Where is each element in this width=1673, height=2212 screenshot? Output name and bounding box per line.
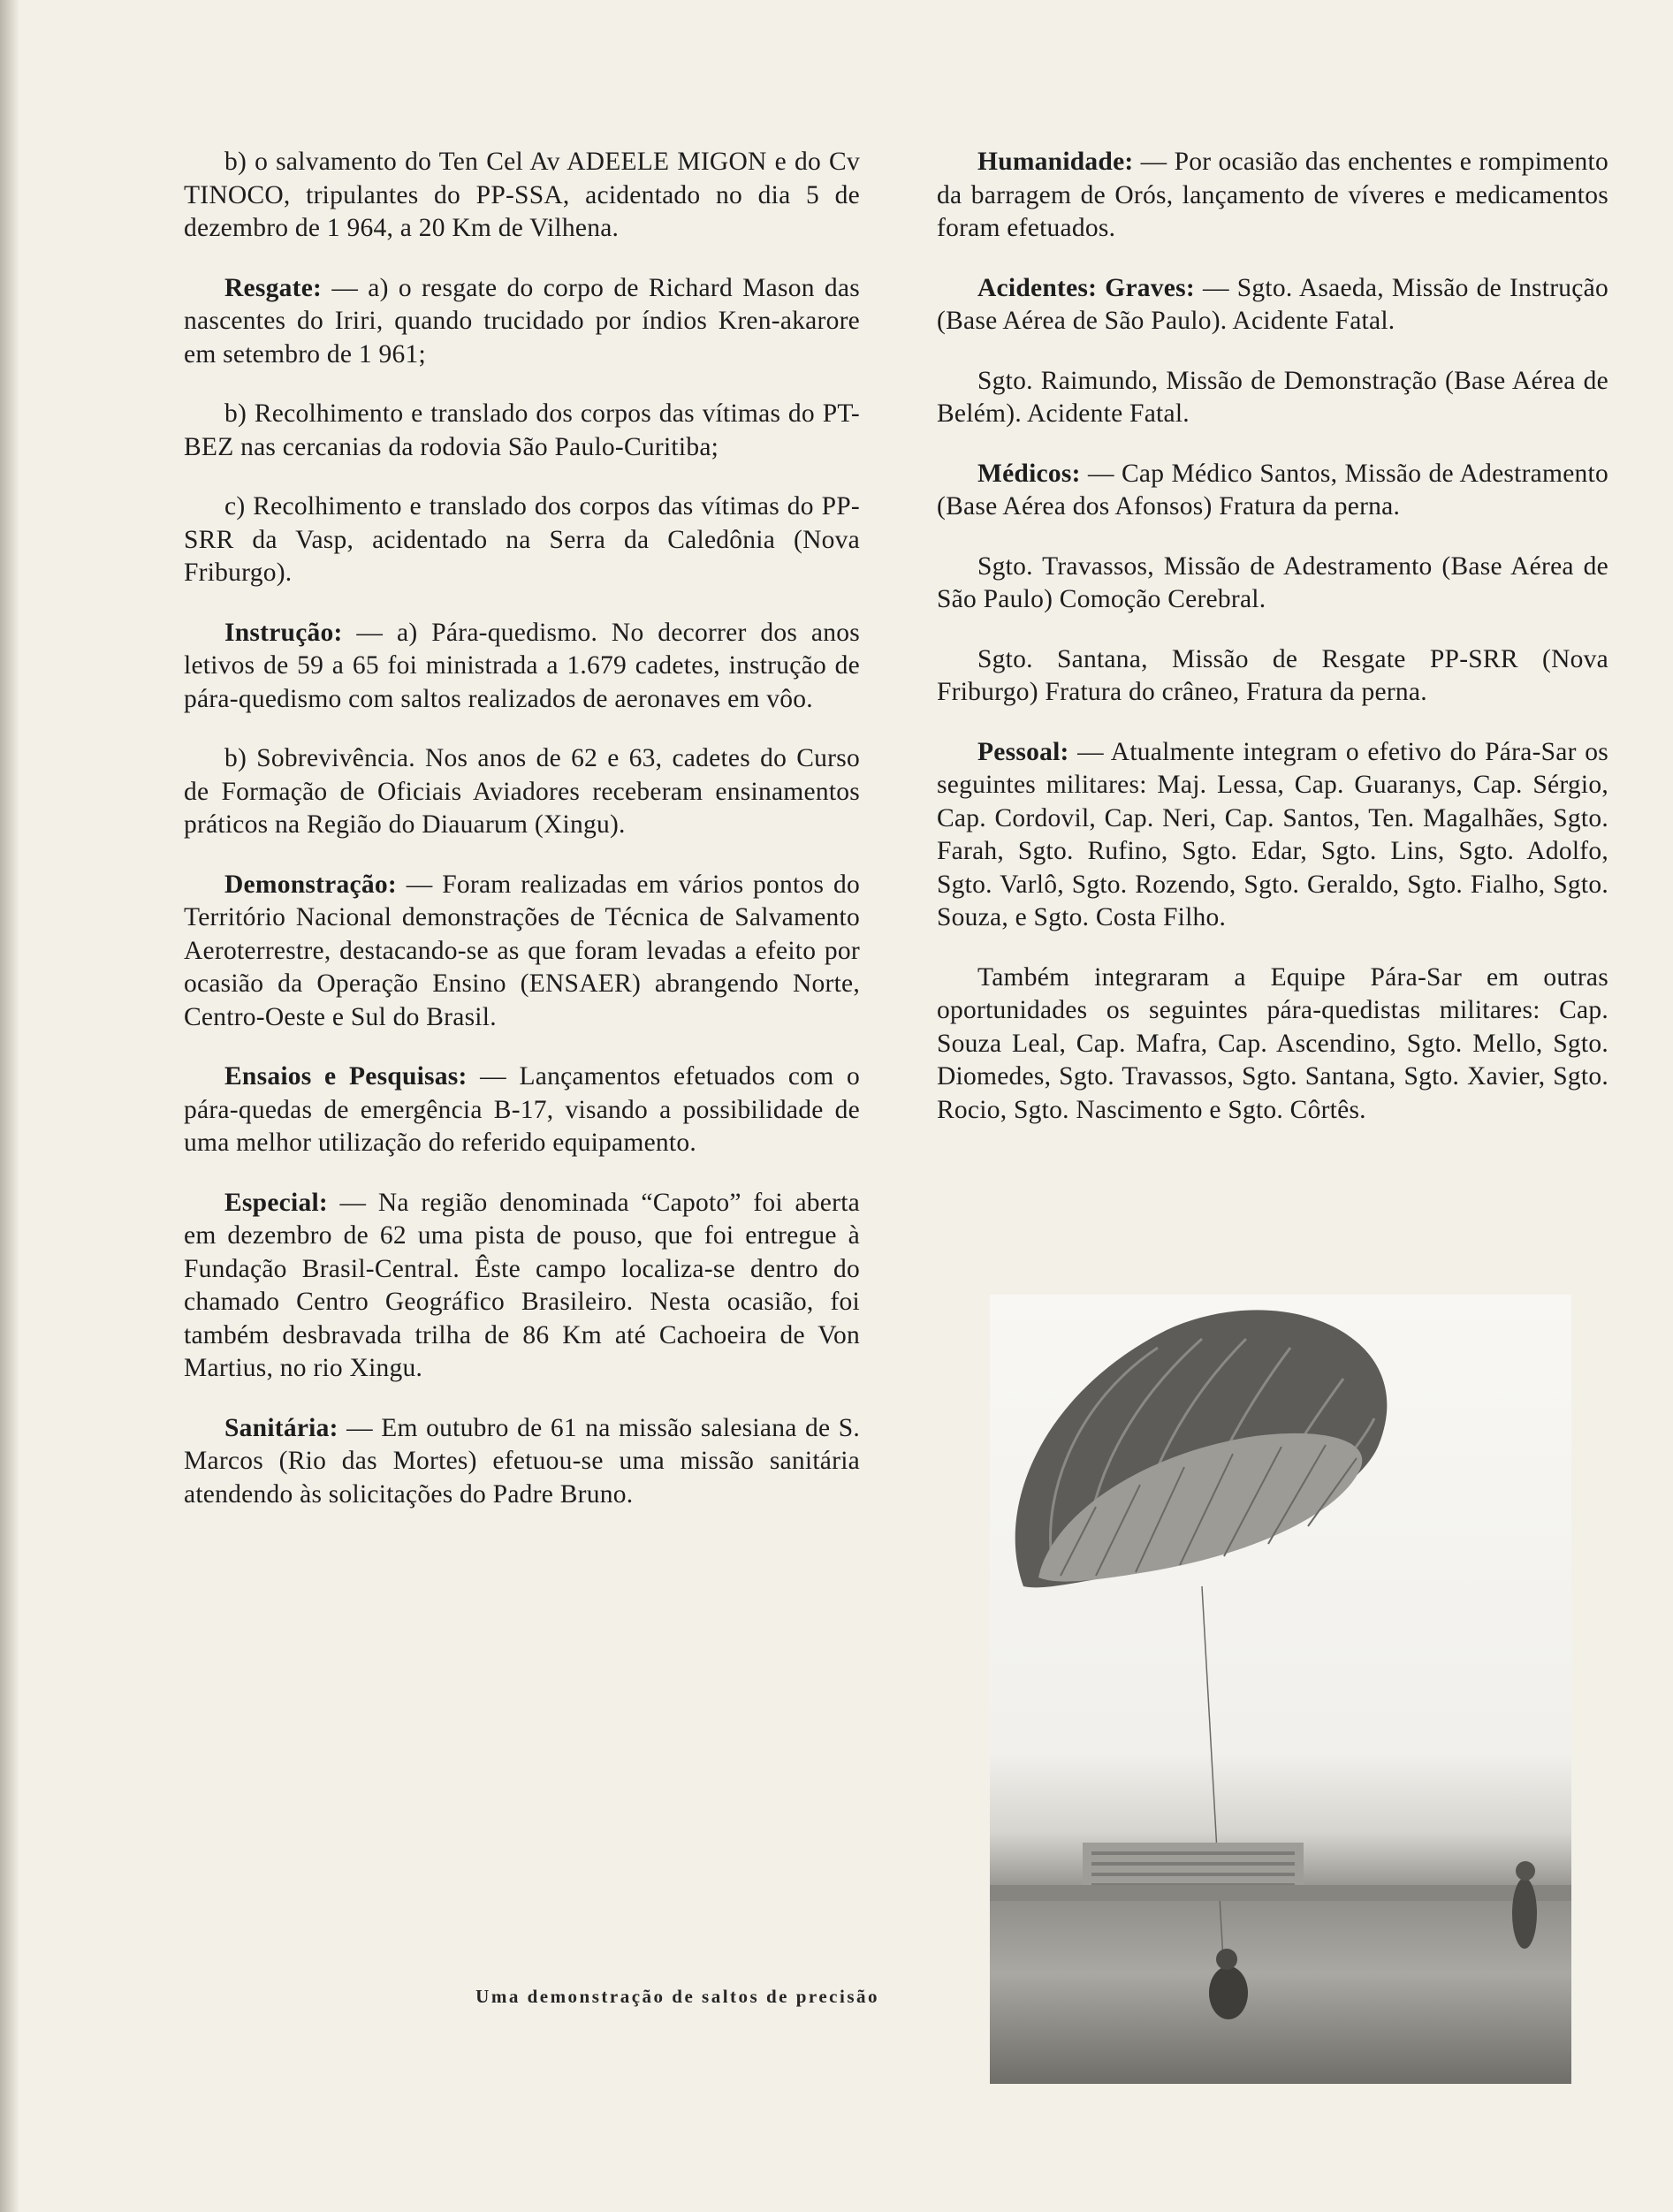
book-binding-edge bbox=[0, 0, 19, 2212]
label-demonstracao: Demonstração: bbox=[224, 870, 397, 899]
paragraph-recolhimento-pt-bez: b) Recolhimento e translado dos corpos das vítimas do PT-BEZ nas cercanias da rodovia São Paulo-Curitiba; bbox=[184, 399, 860, 461]
text-resgate: — a) o resgate do corpo de Richard Mason das nascentes do Iriri, quando trucidado por índios Kren-akarore em setembro de 1 961; bbox=[184, 273, 860, 369]
parachute-photo bbox=[990, 1295, 1571, 2084]
paragraph-sanitaria bbox=[184, 1412, 860, 1512]
paragraph-travassos: Sgto. Travassos, Missão de Adestramento (Base Aérea de São Paulo) Comoção Cerebral. bbox=[937, 551, 1608, 613]
label-resgate: Resgate: bbox=[224, 273, 323, 302]
text-sanitaria: — Em outubro de 61 na missão salesiana de S. Marcos (Rio das Mortes) efetuou-se uma missão sanitária atendendo às solicitações do Padre Bruno. bbox=[184, 1413, 860, 1509]
landing-jumper bbox=[1209, 1966, 1248, 2019]
paragraph-acidentes bbox=[937, 272, 1608, 338]
label-sanitaria: Sanitária: bbox=[224, 1413, 338, 1442]
distant-tree-line bbox=[990, 1885, 1571, 1901]
paragraph-resgate bbox=[184, 272, 860, 372]
paragraph-salvamento: b) o salvamento do Ten Cel Av ADEELE MIGON e do Cv TINOCO, tripulantes do PP-SSA, acidentado no dia 5 de dezembro de 1 964, a 20 Km de Vilhena. bbox=[184, 148, 860, 242]
standing-person bbox=[1512, 1878, 1537, 1949]
label-humanidade: Humanidade: bbox=[977, 148, 1134, 176]
text-ensaios: — Lançamentos efetuados com o pára-quedas de emergência B-17, visando a possibilidade de uma melhor utilização do referido equipamento. bbox=[184, 1062, 860, 1157]
label-ensaios: Ensaios e Pesquisas: bbox=[224, 1062, 468, 1091]
paragraph-tambem-integraram: Também integraram a Equipe Pára-Sar em outras oportunidades os seguintes pára-quedistas militares: Cap. Souza Leal, Cap. Mafra, Cap. Ascendino, Sgto. Mello, Sgto. Diomedes, Sgto. Travassos, Sgto. Santana, Sgto. Xavier, Sgto. Rocio, Sgto. Nascimento e Sgto. Côrtês. bbox=[937, 962, 1608, 1124]
text-pessoal: — Atualmente integram o efetivo do Pára-Sar os seguintes militares: Maj. Lessa, Cap. Guaranys, Cap. Sérgio, Cap. Cordovil, Cap. Neri, Cap. Santos, Ten. Magalhães, Sgto. Farah, Sgto. Rufino, Sgto. Edar, Sgto. Lins, Sgto. Adolfo, Sgto. Varlô, Sgto. Rozendo, Sgto. Geraldo, Sgto. Fialho, Sgto. Souza, e Sgto. Costa Filho. bbox=[937, 737, 1608, 931]
photo-caption: Uma demonstração de saltos de precisão bbox=[475, 1986, 879, 2007]
paragraph-instrucao bbox=[184, 617, 860, 717]
text-especial: — Na região denominada “Capoto” foi aberta em dezembro de 62 uma pista de pouso, que foi entregue à Fundação Brasil-Central. Êste campo localiza-se dentro do chamado Centro Geográfico Brasileiro. Nesta ocasião, foi também desbravada trilha de 86 Km até Cachoeira de Von Martius, no rio Xingu. bbox=[184, 1188, 860, 1382]
paragraph-demonstracao bbox=[184, 869, 860, 1035]
paragraph-sobrevivencia: b) Sobrevivência. Nos anos de 62 e 63, cadetes do Curso de Formação de Oficiais Aviadores receberam ensinamentos práticos na Região do Diauarum (Xingu). bbox=[184, 744, 860, 839]
paragraph-medicos bbox=[937, 458, 1608, 524]
text-medicos: — Cap Médico Santos, Missão de Adestramento (Base Aérea dos Afonsos) Fratura da perna. bbox=[937, 459, 1608, 521]
label-acidentes: Acidentes: Graves: bbox=[977, 273, 1195, 302]
text-humanidade: — Por ocasião das enchentes e rompimento da barragem de Orós, lançamento de víveres e medicamentos foram efetuados. bbox=[937, 148, 1608, 242]
paragraph-santana: Sgto. Santana, Missão de Resgate PP-SRR (Nova Friburgo) Fratura do crâneo, Fratura da perna. bbox=[937, 644, 1608, 706]
label-especial: Especial: bbox=[224, 1188, 328, 1217]
paragraph-raimundo: Sgto. Raimundo, Missão de Demonstração (Base Aérea de Belém). Acidente Fatal. bbox=[937, 366, 1608, 428]
right-text-column bbox=[937, 146, 1608, 1153]
paragraph-recolhimento-pp-srr: c) Recolhimento e translado dos corpos das vítimas do PP-SRR da Vasp, acidentado na Serra da Caledônia (Nova Friburgo). bbox=[184, 492, 860, 587]
paragraph-humanidade bbox=[937, 146, 1608, 246]
suspension-line bbox=[1202, 1586, 1224, 1975]
text-acidentes: — Sgto. Asaeda, Missão de Instrução (Base Aérea de São Paulo). Acidente Fatal. bbox=[937, 273, 1608, 335]
text-demonstracao: — Foram realizadas em vários pontos do Território Nacional demonstrações de Técnica de Salvamento Aeroterrestre, destacando-se as que foram levadas a efeito por ocasião da Operação Ensino (ENSAER) abrangendo Norte, Centro-Oeste e Sul do Brasil. bbox=[184, 870, 860, 1031]
text-instrucao: — a) Pára-quedismo. No decorrer dos anos letivos de 59 a 65 foi ministrada a 1.679 cadetes, instrução de pára-quedismo com saltos realizados de aeronaves em vôo. bbox=[184, 618, 860, 713]
label-instrucao: Instrução: bbox=[224, 618, 343, 647]
left-text-column bbox=[184, 146, 860, 1538]
paragraph-ensaios bbox=[184, 1060, 860, 1160]
label-pessoal: Pessoal: bbox=[977, 737, 1069, 766]
paragraph-especial bbox=[184, 1187, 860, 1386]
paragraph-pessoal bbox=[937, 736, 1608, 935]
label-medicos: Médicos: bbox=[977, 459, 1081, 488]
parachute-photo-illustration bbox=[990, 1295, 1571, 2084]
